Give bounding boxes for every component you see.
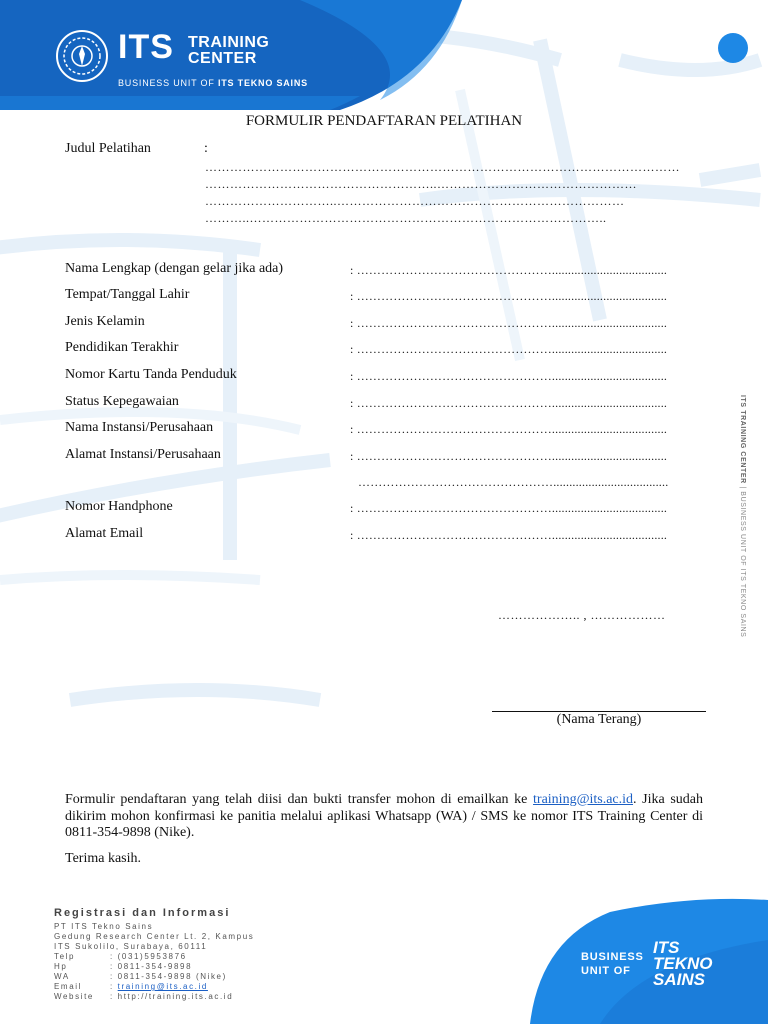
footer-contact-telp bbox=[54, 952, 187, 962]
judul-label: Judul Pelatihan bbox=[65, 141, 151, 156]
field-value-pendidikan[interactable]: : ………………………………………….................................... bbox=[350, 342, 668, 356]
field-value-email[interactable]: : ………………………………………….................................... bbox=[350, 528, 668, 542]
footer-title: Registrasi dan Informasi bbox=[54, 907, 231, 919]
footer-bu-line-1: BUSINESS bbox=[581, 951, 644, 963]
field-label-instansi: Nama Instansi/Perusahaan bbox=[65, 420, 214, 435]
field-label-status: Status Kepegawaian bbox=[65, 394, 179, 409]
side-text-rest: | BUSINESS UNIT OF ITS TEKNO SAINS bbox=[739, 483, 746, 638]
field-value-jenis-kelamin[interactable]: : ………………………………………….................................... bbox=[350, 316, 668, 330]
footer-its-line-3: SAINS bbox=[653, 970, 705, 989]
side-text-bold: ITS TRAINING CENTER bbox=[739, 395, 746, 484]
form-title: FORMULIR PENDAFTARAN PELATIHAN bbox=[245, 113, 523, 129]
place-date-field[interactable]: ……………….. , ……………… bbox=[498, 608, 666, 622]
business-unit-name: ITS TEKNO SAINS bbox=[217, 78, 308, 88]
footer-contact-hp bbox=[54, 962, 192, 972]
business-unit-prefix: BUSINESS UNIT OF bbox=[118, 78, 218, 88]
footer-bu-line-2: UNIT OF bbox=[581, 965, 631, 977]
brand-training: TRAINING bbox=[188, 34, 270, 51]
contact-key: Telp bbox=[54, 952, 76, 961]
field-value-instansi[interactable]: : ………………………………………….................................... bbox=[350, 422, 668, 436]
judul-line-2[interactable]: ………………………………………………..………………………………………… bbox=[205, 177, 637, 191]
field-value-nama[interactable]: : ………………………………………….................................... bbox=[350, 263, 668, 277]
footer-email-link[interactable]: training@its.ac.id bbox=[117, 982, 208, 991]
contact-key: Hp bbox=[54, 962, 68, 971]
note-text-before: Formulir pendaftaran yang telah diisi dan bukti transfer mohon di emailkan ke bbox=[65, 792, 534, 807]
judul-line-3[interactable]: …………………………..…………………………………………………………… bbox=[205, 194, 625, 208]
brand-its: ITS bbox=[118, 28, 174, 66]
side-vertical-text bbox=[739, 395, 746, 637]
field-value-ktp[interactable]: : ………………………………………….................................... bbox=[350, 369, 668, 383]
footer-its-line-2: TEKNO bbox=[653, 954, 713, 973]
dot-decoration bbox=[718, 33, 748, 63]
field-value-ttl[interactable]: : ………………………………………….................................... bbox=[350, 289, 668, 303]
brand-center: CENTER bbox=[188, 50, 257, 67]
footer-its-tekno-sains-logo bbox=[653, 940, 713, 988]
footer-address-2: ITS Sukolilo, Surabaya, 60111 bbox=[54, 942, 208, 951]
contact-key: Website bbox=[54, 992, 94, 1001]
judul-line-4[interactable]: ………..………………………………………………………………………….. bbox=[205, 211, 607, 225]
judul-colon: : bbox=[204, 141, 208, 156]
field-label-ttl: Tempat/Tanggal Lahir bbox=[65, 287, 190, 302]
footer-org: PT ITS Tekno Sains bbox=[54, 922, 154, 931]
judul-line-1[interactable]: …………………………………………………………………………………………………… bbox=[205, 160, 680, 174]
submission-note bbox=[65, 792, 703, 842]
field-label-handphone: Nomor Handphone bbox=[65, 499, 173, 514]
field-label-jenis-kelamin: Jenis Kelamin bbox=[65, 314, 145, 329]
contact-value: : 0811-354-9898 (Nike) bbox=[110, 972, 227, 981]
contact-value[interactable]: : http://training.its.ac.id bbox=[110, 992, 234, 1001]
contact-value: : bbox=[110, 982, 118, 991]
contact-value: : (031)5953876 bbox=[110, 952, 187, 961]
field-value-alamat-instansi-line2[interactable]: ………………………………………….................................... bbox=[358, 475, 669, 489]
thanks-text: Terima kasih. bbox=[65, 851, 141, 866]
note-text-after: . Jika sudah dikirim mohon konfirmasi ke panitia melalui aplikasi Whatsapp (WA) / SMS ke nomor ITS Training Center di 0811-354-9898 (Nike). bbox=[65, 792, 703, 840]
field-label-pendidikan: Pendidikan Terakhir bbox=[65, 340, 179, 355]
footer-its-line-1: ITS bbox=[653, 938, 680, 957]
signature-name-label: (Nama Terang) bbox=[556, 712, 642, 727]
field-value-alamat-instansi[interactable]: : ………………………………………….................................... bbox=[350, 449, 668, 463]
contact-key: Email bbox=[54, 982, 83, 991]
business-unit-line bbox=[118, 78, 308, 88]
field-label-email: Alamat Email bbox=[65, 526, 144, 541]
note-email-link[interactable]: training@its.ac.id bbox=[533, 792, 634, 807]
footer-contact-wa bbox=[54, 972, 227, 982]
footer-address-1: Gedung Research Center Lt. 2, Kampus bbox=[54, 932, 255, 941]
field-label-nama: Nama Lengkap (dengan gelar jika ada) bbox=[65, 261, 284, 276]
footer-business-unit bbox=[581, 950, 644, 978]
contact-value: : 0811-354-9898 bbox=[110, 962, 193, 971]
field-value-status[interactable]: : ………………………………………….................................... bbox=[350, 396, 668, 410]
its-logo-icon bbox=[54, 28, 110, 84]
footer-contact-website bbox=[54, 992, 233, 1002]
brand-training-center bbox=[188, 35, 269, 67]
contact-key: WA bbox=[54, 972, 70, 981]
field-label-ktp: Nomor Kartu Tanda Penduduk bbox=[65, 367, 237, 382]
footer-contact-email bbox=[54, 982, 208, 992]
field-label-alamat-instansi: Alamat Instansi/Perusahaan bbox=[65, 447, 221, 462]
field-value-handphone[interactable]: : ………………………………………….................................... bbox=[350, 501, 668, 515]
